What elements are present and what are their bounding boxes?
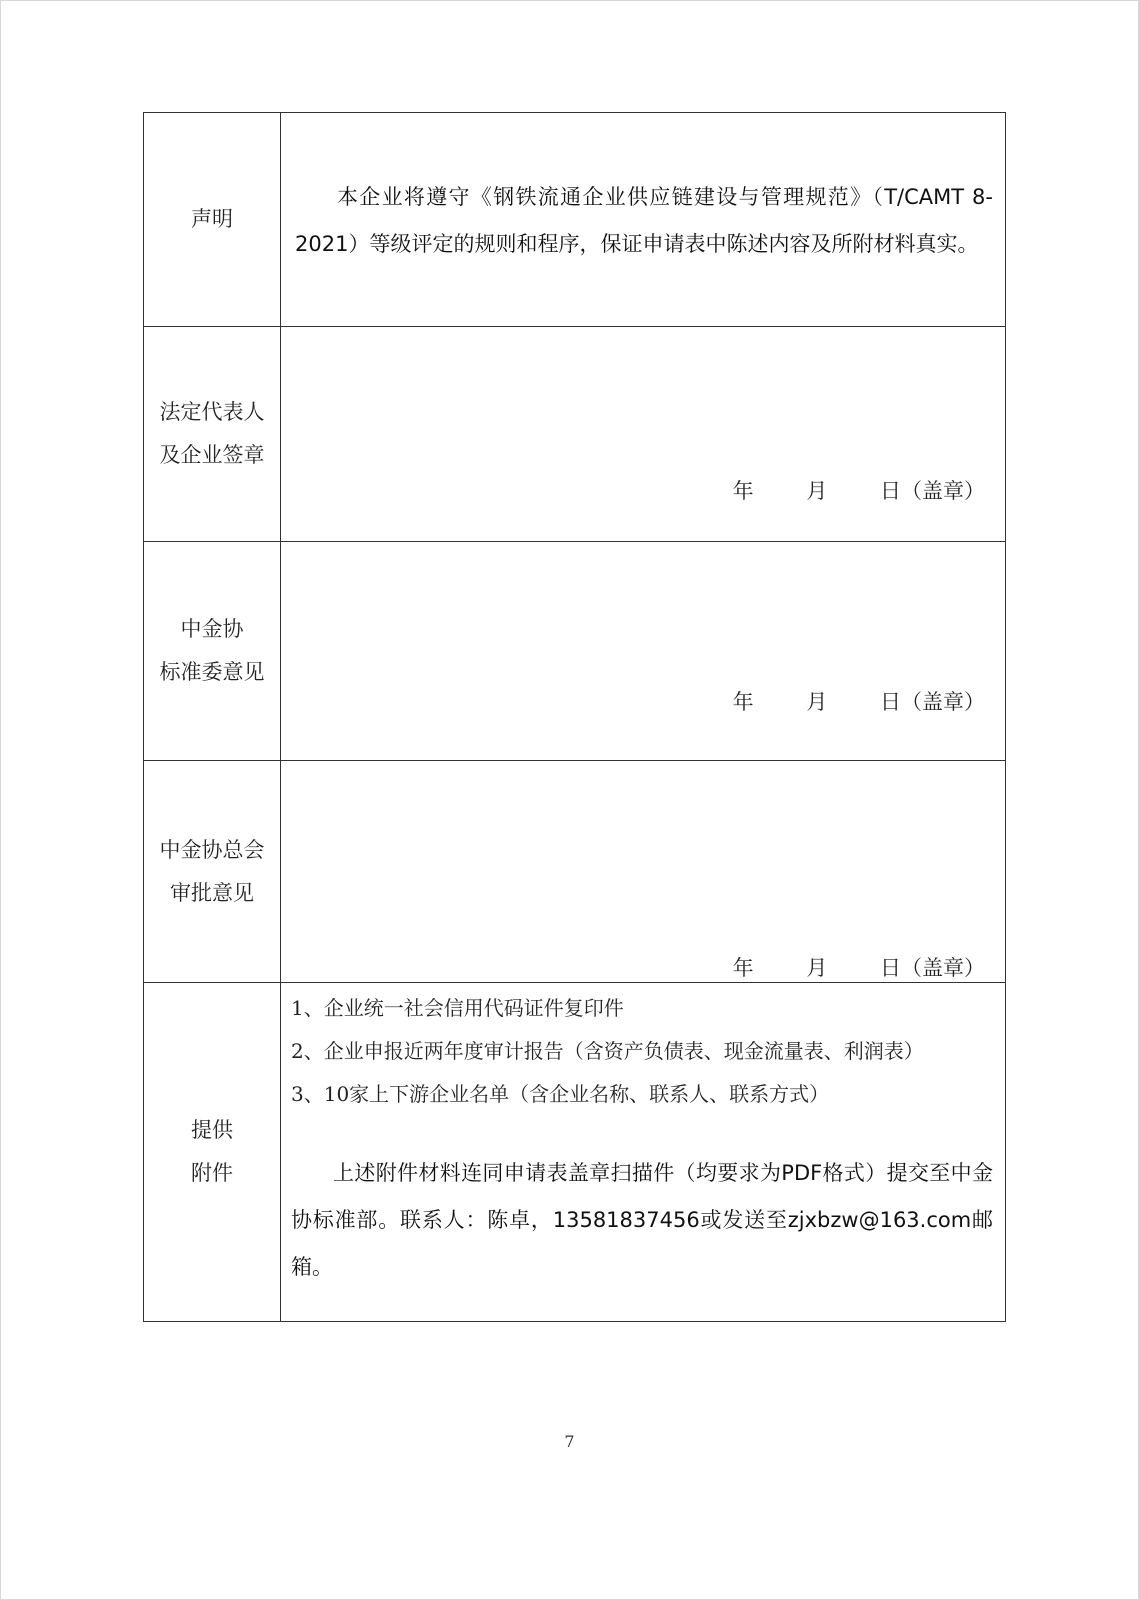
label-standards-committee	[144, 542, 281, 761]
signature-cell-legal-representative	[281, 327, 1006, 542]
attachment-item: 2、企业申报近两年度审计报告（含资产负债表、现金流量表、利润表）	[291, 1039, 924, 1063]
day-seal-label: 日（盖章）	[880, 479, 985, 503]
declaration-text: 本企业将遵守《钢铁流通企业供应链建设与管理规范》（T/CAMT 8-2021）等级评定的规则和程序，保证申请表中陈述内容及所附材料真实。	[295, 184, 993, 256]
year-label: 年	[732, 956, 754, 980]
attachments-cell	[281, 983, 1006, 1322]
label-line: 中金协总会	[159, 837, 265, 862]
row-standards-committee	[144, 542, 1006, 761]
row-declaration	[144, 113, 1006, 327]
page-number: 7	[564, 1432, 575, 1451]
label-line: 法定代表人	[159, 400, 265, 424]
label-general-assembly	[144, 761, 281, 983]
day-seal-label: 日（盖章）	[880, 956, 985, 980]
row-general-assembly	[144, 761, 1006, 983]
date-seal-line	[733, 952, 985, 982]
month-label: 月	[806, 956, 828, 980]
label-attachments	[144, 983, 281, 1322]
month-label: 月	[806, 479, 828, 503]
declaration-cell	[281, 113, 1006, 327]
label-line: 标准委意见	[159, 660, 265, 684]
month-label: 月	[806, 690, 828, 714]
label-line: 及企业签章	[159, 443, 265, 467]
label-line: 提供	[191, 1118, 233, 1142]
label-legal-representative	[144, 327, 281, 542]
attachment-item: 3、10家上下游企业名单（含企业名称、联系人、联系方式）	[291, 1082, 830, 1106]
label-declaration-text: 声明	[191, 207, 233, 231]
date-seal-line	[733, 686, 985, 716]
date-seal-line	[733, 475, 985, 505]
label-line: 附件	[191, 1161, 233, 1185]
signature-cell-standards-committee	[281, 542, 1006, 761]
signature-cell-general-assembly	[281, 761, 1006, 983]
year-label: 年	[732, 690, 754, 714]
submission-note: 上述附件材料连同申请表盖章扫描件（均要求为PDF格式）提交至中金协标准部。联系人：陈卓，13581837456或发送至zjxbzw@163.com邮箱。	[291, 1161, 993, 1279]
label-line: 中金协	[180, 617, 244, 641]
label-declaration	[144, 113, 281, 327]
attachment-item: 1、企业统一社会信用代码证件复印件	[291, 996, 624, 1020]
day-seal-label: 日（盖章）	[880, 690, 985, 714]
attachments-content	[281, 983, 1005, 1321]
application-form-table	[143, 112, 1006, 1322]
row-attachments	[144, 983, 1006, 1322]
year-label: 年	[732, 479, 754, 503]
row-legal-representative	[144, 327, 1006, 542]
label-line: 审批意见	[170, 880, 254, 905]
